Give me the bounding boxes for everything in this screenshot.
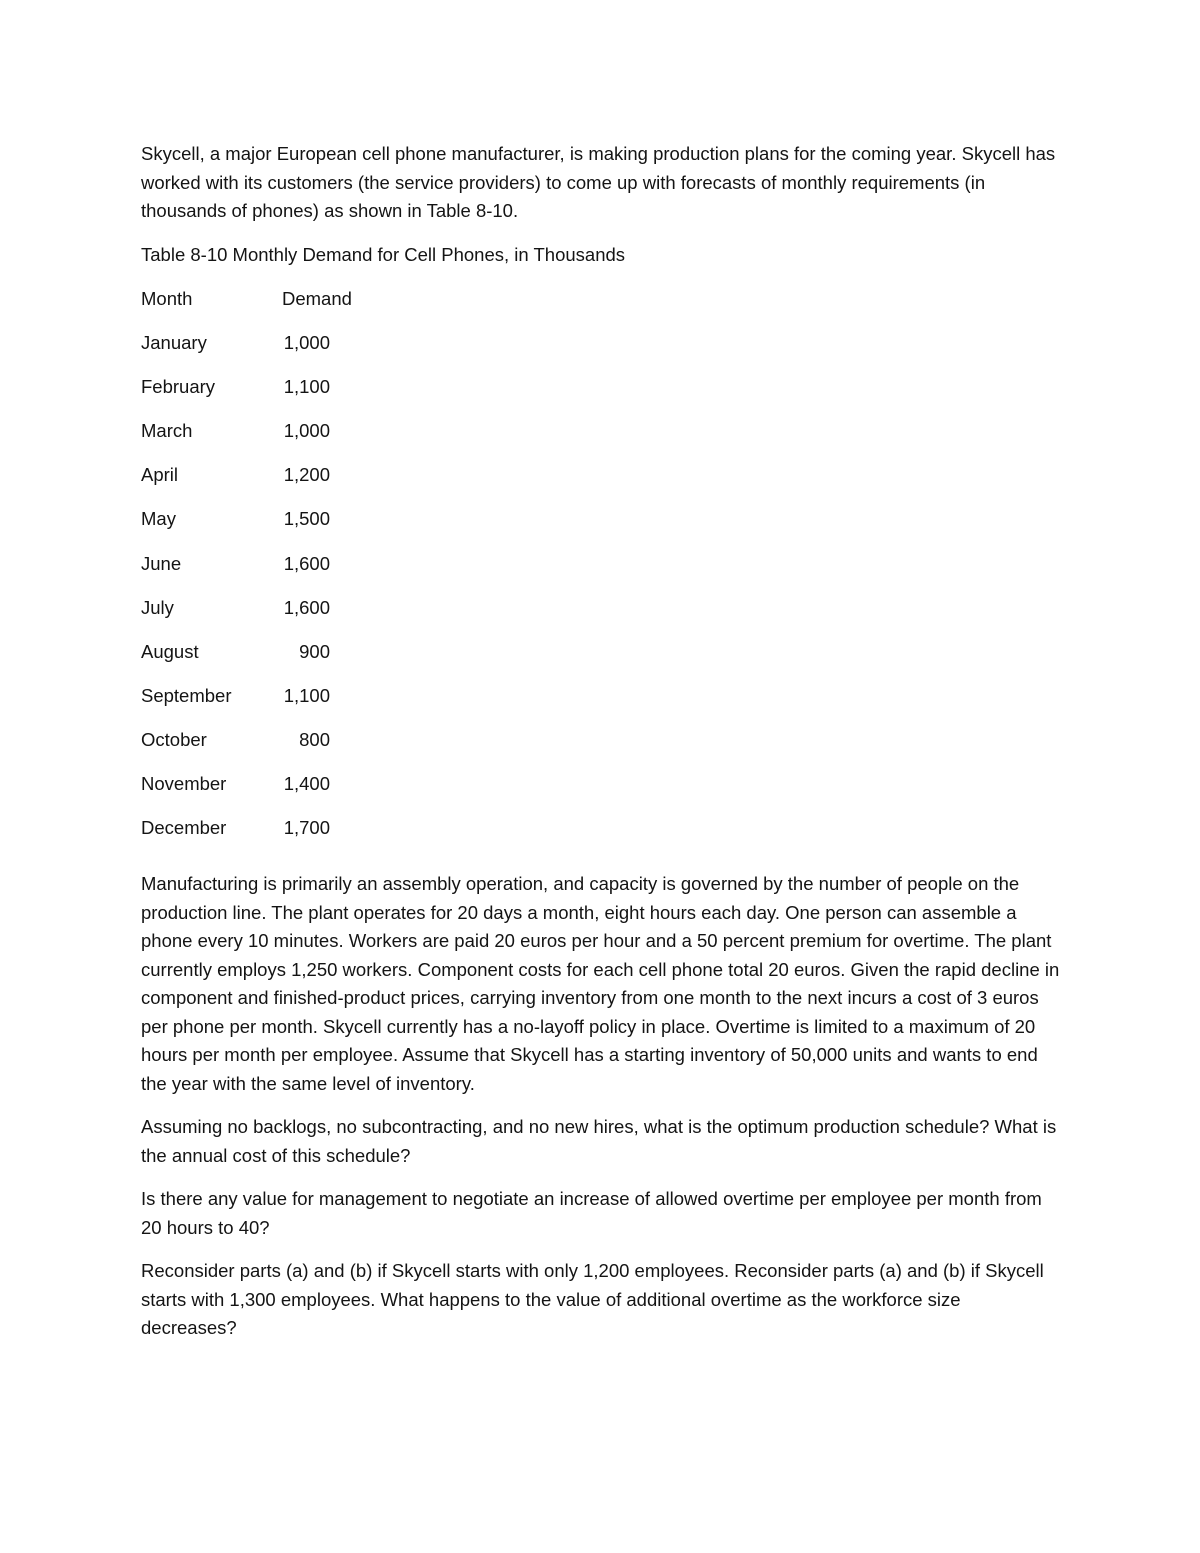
month-cell: September: [141, 684, 232, 706]
demand-cell: 1,600: [283, 552, 330, 574]
table-row: [141, 550, 1061, 594]
month-cell: January: [141, 332, 207, 354]
table-row: [141, 417, 1061, 461]
table-row: [141, 726, 1061, 770]
demand-cell: 1,000: [283, 332, 330, 354]
month-cell: April: [141, 464, 179, 486]
table-caption: Table 8-10 Monthly Demand for Cell Phones, in Thousands: [141, 243, 626, 265]
table-row: [141, 505, 1061, 549]
month-cell: March: [141, 420, 193, 442]
demand-cell: 1,100: [283, 376, 330, 398]
demand-cell: 1,500: [283, 508, 330, 530]
table-row: [141, 373, 1061, 417]
table-row: [141, 770, 1061, 814]
demand-cell: 1,200: [283, 464, 330, 486]
table-row: [141, 814, 1061, 858]
demand-cell: 1,600: [283, 596, 330, 618]
demand-cell: 1,700: [283, 817, 330, 839]
table-row: [141, 329, 1061, 373]
month-cell: June: [141, 552, 182, 574]
demand-table: [141, 285, 1061, 858]
intro-paragraph: Skycell, a major European cell phone manufacturer, is making production plans for the coming year. Skycell has worked with its customers (the service providers) to come up with forecasts of monthly requirements (in thousands of phones) as shown in Table 8-10.: [141, 143, 1056, 221]
demand-column-header: Demand: [282, 288, 352, 309]
question-a: Assuming no backlogs, no subcontracting, and no new hires, what is the optimum production schedule? What is the annual cost of this schedule?: [141, 1116, 1057, 1166]
month-cell: August: [141, 640, 199, 662]
month-cell: December: [141, 817, 227, 839]
demand-cell: 1,000: [283, 420, 330, 442]
table-row: [141, 638, 1061, 682]
month-cell: May: [141, 508, 176, 530]
question-c: Reconsider parts (a) and (b) if Skycell starts with only 1,200 employees. Reconsider parts (a) and (b) if Skycell starts with 1,300 employees. What happens to the value of additional overtime as the workforce size decreases?: [141, 1260, 1044, 1339]
month-cell: November: [141, 773, 227, 795]
table-row: [141, 594, 1061, 638]
month-cell: February: [141, 376, 216, 398]
table-row: [141, 682, 1061, 726]
demand-cell: 1,100: [283, 684, 330, 706]
demand-cell: 1,400: [283, 773, 330, 795]
demand-cell: 800: [299, 728, 330, 750]
month-column-header: Month: [141, 288, 193, 309]
table-header-row: [141, 285, 1061, 329]
body-paragraph: Manufacturing is primarily an assembly operation, and capacity is governed by the number of people on the production line. The plant operates for 20 days a month, eight hours each day. One person can assemble a phone every 10 minutes. Workers are paid 20 euros per hour and a 50 percent premium for overtime. The plant currently employs 1,250 workers. Component costs for each cell phone total 20 euros. Given the rapid decline in component and finished-product prices, carrying inventory from one month to the next incurs a cost of 3 euros per phone per month. Skycell currently has a no-layoff policy in place. Overtime is limited to a maximum of 20 hours per month per employee. Assume that Skycell has a starting inventory of 50,000 units and wants to end the year with the same level of inventory.: [141, 873, 1060, 1094]
document-page: [141, 140, 1061, 1358]
demand-cell: 900: [299, 640, 330, 662]
question-b: Is there any value for management to negotiate an increase of allowed overtime per employee per month from 20 hours to 40?: [141, 1188, 1042, 1238]
month-cell: October: [141, 728, 207, 750]
month-cell: July: [141, 596, 174, 618]
table-row: [141, 461, 1061, 505]
